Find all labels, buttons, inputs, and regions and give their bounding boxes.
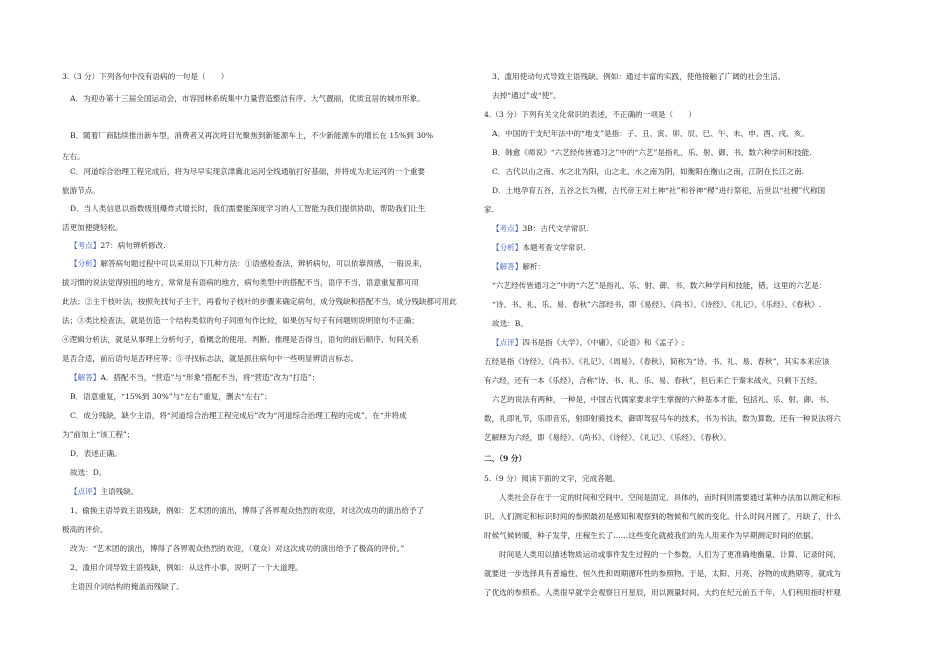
text-line: 3、滥用使动句式导致主语残缺。例如：通过丰富的实践，使他接触了广阔的社会生活。 — [492, 72, 786, 81]
section-tag: 【分析】 — [70, 259, 101, 268]
text-line: D．土地孕育五谷，五谷之长为稷，古代帝王对土神“社”和谷神“稷”进行祭祀，后世以“社稷”代称国 — [492, 186, 826, 195]
text-line: B．韩愈《师说》“六艺经传皆通习之”中的“六艺”是指礼、乐、射、御、书、数六种学问和技能. — [492, 148, 812, 157]
text-line: “六艺经传皆通习之”中的“六艺”是指礼、乐、射、御、书、数六种学问和技能，错，这里的六艺是： — [492, 281, 827, 290]
text-line: 时候气候转暖，种子发芽，庄稼生长了……这些变化就被我们的先人用来作为早期测定时间的依据。 — [484, 531, 819, 540]
section-tag: 【考点】 — [70, 241, 101, 250]
section-text: 3B：古代文学常识. — [522, 224, 589, 233]
text-line: 此法；②主干枝叶法，按照先找句子主干，再看句子枝叶的步骤来确定病句，成分残缺和搭配不当，成分残缺都可用此 — [62, 297, 457, 306]
text-line: B．语意重复，“15%到 30%”与“左右”重复，删去“左右”； — [70, 392, 272, 401]
text-line: C．成分残缺，缺少主语，将“河道综合治理工程完成后”改为“河道综合治理工程的完成”，在“并将成 — [70, 411, 407, 420]
section-tag: 【点评】 — [70, 487, 101, 496]
text-line: 3.（3 分）下列各句中没有语病的一句是（ ） — [62, 72, 229, 81]
text-line: 法；③类比检查法，就是仿造一个结构类似的句子同原句作比较，如果仿写句子有问题则说明原句不正确； — [62, 316, 419, 325]
text-line: 2、滥用介词导致主语残缺，例如：从这件小事，说明了一个大道理。 — [70, 563, 303, 572]
section-text: 四书是指《大学》、《中庸》、《论语》和《孟子》; — [522, 338, 685, 347]
text-line: 人类社会存在于一定的时间和空间中。空间是固定、具体的，而时间则需要通过某种办法加以测定和标 — [499, 493, 841, 502]
text-line: 家. — [484, 205, 495, 214]
text-line: 故选：B。 — [492, 319, 528, 328]
text-line: 五经是指《诗经》、《尚书》、《礼记》、《周易》、《春秋》，简称为“诗、书、礼、易、春秋”，其实本来应该 — [484, 357, 830, 366]
text-line — [484, 262, 545, 272]
text-line: 就要进一步选择具有普遍性、恒久性和周期循环性的参照物。于是，太阳、月亮、谷物的成熟期等，就成为 — [484, 569, 841, 578]
text-line — [62, 373, 319, 383]
text-line: 去掉“通过”或“使”。 — [492, 91, 561, 100]
text-line: 识。人们测定和标识时间的参照最初是感知和观察到的物候和气候的变化。什么时间月圆了，月缺了，什么 — [484, 512, 841, 521]
text-line: 六艺的说法有两种，一种是，中国古代儒家要求学生掌握的六种基本才能，包括礼、乐、射、御、书、 — [492, 395, 834, 404]
section-text: 解答病句题过程中可以采用以下几种方法：①语感检查法，辨析病句，可以依靠预感，一般说来， — [100, 259, 427, 268]
text-line: 是否合适，前后语句是否呼应等；⑤寻找标志法，就是抓住病句中一些明显辨语言标志。 — [62, 354, 359, 363]
text-line: C．河道综合治理工程完成后，将为尽早实现京津冀北运河全线通航打好基础，并将成为北运河的一个重要 — [70, 167, 426, 176]
section-text: 本题考查文学常识. — [522, 243, 586, 252]
text-line: 左右。 — [62, 152, 85, 161]
section-tag: 【分析】 — [492, 243, 523, 252]
section-text: 27：病句辨析修改. — [100, 241, 166, 250]
text-line: 故选：D。 — [70, 468, 107, 477]
text-line — [62, 487, 138, 497]
text-line: D．当人类信息以指数级別爆炸式增长时，我们需要能深度学习的人工智能为我们提供协助，帮助我们让生 — [70, 204, 426, 213]
text-line — [62, 241, 166, 251]
section-tag: 【解答】 — [70, 373, 101, 382]
text-line — [484, 338, 684, 348]
text-line: 极高的评价。 — [62, 525, 108, 534]
text-line: 为”前加上“该工程”； — [62, 430, 135, 439]
text-line: 改为：“艺术团的演出，博得了各界观众热烈的欢迎，（观众）对这次成功的演出给予了极高的评价。” — [70, 544, 405, 553]
text-line: 有六经，还有一本《乐经》，合称“诗、书、礼、乐、易、春秋”，但后来亡于秦末战火，只剩下五经。 — [484, 376, 823, 385]
text-line: 二、（9 分） — [484, 454, 527, 463]
text-line: 时间是人类用以描述物质运动或事件发生过程的一个参数，人们为了更准确地衡量、计算、记录时间， — [499, 550, 841, 559]
text-line: A．中国的干支纪年法中的“地支”是指：子、丑、寅、卯、辰、巳、午、未、申、酉、戌、亥。 — [492, 129, 809, 138]
text-line: 5.（9 分）阅读下面的文字，完成各题。 — [484, 474, 620, 483]
text-line: 数，礼即礼节，乐即音乐，射即射骑技术，御即驾驭马车的技术，书为书法，数为算数。还有一种说法将六 — [484, 414, 841, 423]
text-line: 4.（3 分）下列有关文化常识的表述，不正确的一项是（ ） — [484, 110, 696, 119]
text-line — [484, 224, 588, 234]
section-tag: 【解答】 — [492, 262, 523, 271]
text-line: 1、偷换主语导致主语残缺，例如：艺术团的演出，博得了各界观众热烈的欢迎，对这次成功的演出给予了 — [70, 506, 425, 515]
text-line: 拔习惯的说法觉得别扭的地方，常常是有语病的地方，病句类型中的搭配不当，语序不当，语意重复都可用 — [62, 278, 419, 287]
text-line — [484, 243, 586, 253]
text-line — [62, 259, 427, 269]
text-line: 主语因介词结构的掩盖而残缺了。 — [70, 582, 184, 591]
section-text: 解析： — [522, 262, 546, 271]
text-line: B．随着厂商陆续推出新车型，消费者又再次将目光聚焦到新能源车上，不少新能源车的增长在 15%到 30% — [70, 131, 434, 140]
section-tag: 【点评】 — [492, 338, 523, 347]
text-line: 活更加便捷轻松。 — [62, 223, 123, 232]
text-line: 了优选的参照系。人类很早就学会观察日月星辰，用以测量时间。大约在纪元前五千年，人们利用指时杆观 — [484, 588, 841, 597]
section-tag: 【考点】 — [492, 224, 523, 233]
text-line: “诗、书、礼、乐、易、春秋”六部经书，即《易经》、《尚书》、《诗经》、《礼记》、《乐经》、《春秋》. — [492, 300, 822, 309]
section-text: A．搭配不当，“营造”与“形象”搭配不当，将“营造”改为“打造”； — [100, 373, 320, 382]
text-line: 艺解释为六经，即《易经》、《尚书》、《诗经》、《礼记》、《乐经》、《春秋》。 — [484, 433, 731, 442]
text-line: A．为迎办第十三届全国运动会，市容园林系统集中力量营造整洁有序、大气靓丽，优质宜居的城市形象。 — [70, 94, 425, 103]
text-line: ④逻辑分析法，就是从事理上分析句子，看概念的使用、判断、推理是否得当，语句的前后顺序、句间关系 — [62, 335, 419, 344]
text-line: D．表述正确。 — [70, 449, 122, 458]
text-line: 旅游节点。 — [62, 186, 100, 195]
text-line: C．古代以山之南、水之北为阳，山之北、水之南为阴，如衡阳在衡山之南，江阴在长江之南. — [492, 167, 804, 176]
section-text: 主语残缺。 — [100, 487, 139, 496]
